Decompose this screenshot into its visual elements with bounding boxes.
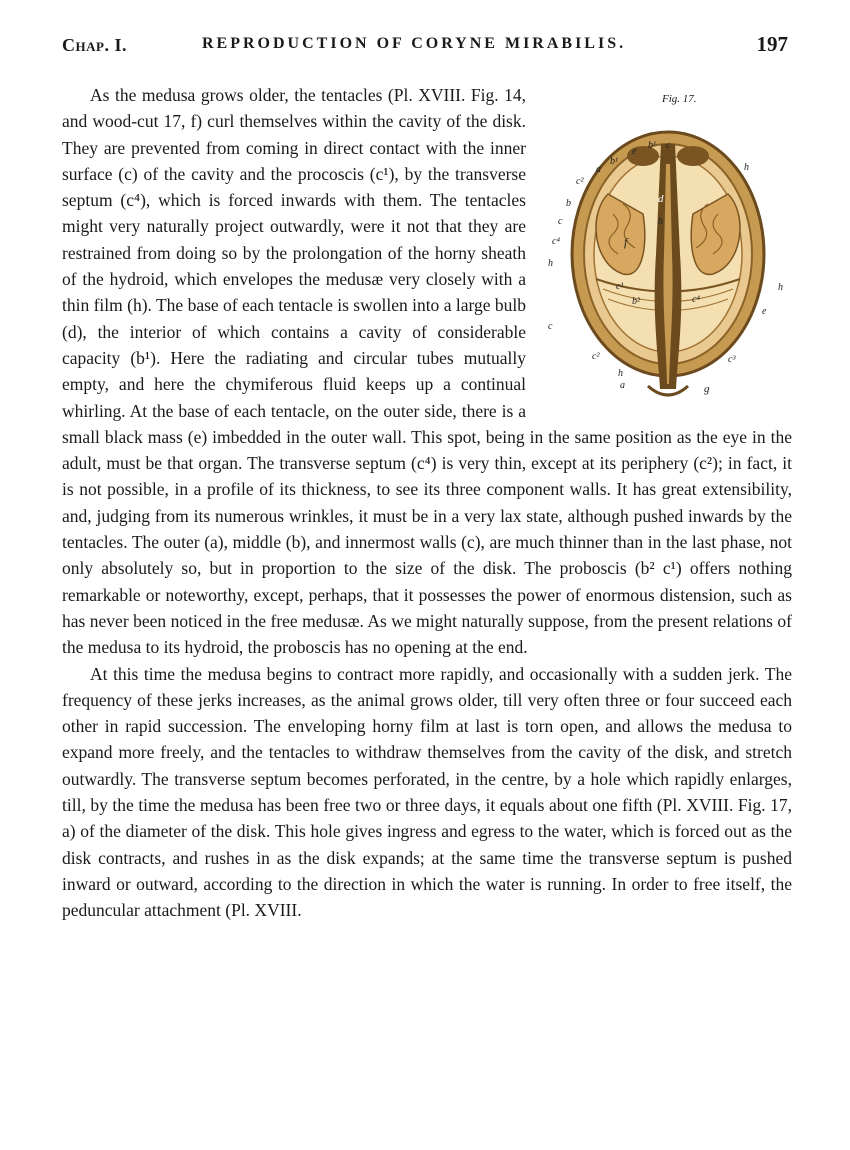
fig-label-b1: b¹: [610, 156, 618, 167]
fig-label-c4-left: c⁴: [552, 236, 560, 247]
fig-label-c4-right: c⁴: [692, 294, 700, 305]
fig-label-a: a: [596, 164, 601, 175]
chapter-label: Chap. I.: [62, 35, 127, 55]
fig-label-d: d: [658, 193, 664, 205]
body-text: [62, 82, 792, 924]
fig-label-a-bottom: a: [620, 380, 625, 391]
medusa-illustration: [548, 104, 796, 414]
paragraph-2: At this time the medusa begins to contract more rapidly, and occasionally with a sudden jerk. The frequency of these jerks increases, as the animal grows older, till very often three or four succeed each other in rapid succession. The enveloping horny film at last is torn open, and allows the medusa to expand more freely, and the tentacles to withdraw themselves from the cavity of the disk, and stretch outwardly. The transverse septum becomes perforated, in the centre, by a hole which rapidly enlarges, till, by the time the medusa has been free two or three days, it equals about one fifth (Pl. XVIII. Fig. 17, a) of the diameter of the disk. This hole gives ingress and egress to the water, which is forced out as the disk contracts, and rushes in as the disk expands; at the same time the transverse septum is pushed inward or outward, according to the direction in which the water is running. In order to free itself, the peduncular attachment (Pl. XVIII.: [62, 663, 792, 921]
fig-label-c1: c¹: [616, 281, 624, 292]
fig-label-h-bottom: h: [618, 368, 623, 379]
fig-label-b: b: [566, 198, 571, 209]
fig-label-c3: c³: [728, 354, 736, 365]
bulb-right: [677, 146, 709, 166]
fig-label-h-top: h: [744, 162, 749, 173]
fig-label-h-left: h: [548, 258, 553, 269]
book-page: [62, 32, 792, 924]
fig-label-f: f: [624, 235, 628, 249]
fig-label-b2: b²: [632, 296, 640, 307]
fig-label-c: c: [548, 321, 553, 332]
fig-label-e-right: e: [762, 306, 767, 317]
fig-label-c2-bottom: c²: [592, 351, 600, 362]
fig-label-e: e: [632, 146, 637, 157]
fig-label-c2-left: c²: [576, 176, 584, 187]
running-header: [62, 32, 792, 60]
fig-label-c-top: c: [666, 140, 671, 151]
fig-label-b1-2: b¹: [648, 140, 656, 151]
running-title: REPRODUCTION OF CORYNE MIRABILIS.: [202, 35, 627, 52]
figure-17: [548, 86, 796, 416]
fig-label-h-right: h: [778, 282, 783, 293]
page-number: 197: [756, 32, 788, 56]
fig-label-c-left: c: [558, 216, 563, 227]
figure-caption: Fig. 17.: [662, 93, 697, 105]
fig-label-g: g: [704, 383, 710, 395]
fig-label-h-mid: h: [658, 216, 663, 227]
paragraph-1: As the medusa grows older, the tentacles (Pl. XVIII. Fig. 14, and wood-cut 17, f) curl themselves within the cavity of the disk. They are prevented from coming in direct contact with the inner surface (c) of the cavity and the procoscis (c¹), by the transverse septum (c⁴), which is forced inwards with them. The tentacles might very naturally project outwardly, were it not that they are restrained from doing so by the prolongation of the horny sheath of the hydroid, which envelopes the medusæ very closely with a thin film (h). The base of each tentacle is swollen into a large bulb (d), the interior of which contains a cavity of considerable capacity (b¹). Here the radiating and circular tubes mutually empty, and here the chymiferous fluid keeps up a continual whirling. At the base of each tentacle, on the outer side, there is a small black mass (e) imbedded in the outer wall. This spot, being in the same position as the eye in the adult, must be that organ. The transverse septum (c⁴) is very thin, except at its periphery (c²); in fact, it is not possible, in a profile of its thickness, to see its three component walls. It has great extensibility, and, judging from its numerous wrinkles, it must be in a very lax state, although pushed inwards by the tentacles. The outer (a), middle (b), and innermost walls (c), are much thinner than in the last phase, not only absolutely so, but in proportion to the size of the disk. The proboscis (b² c¹) offers nothing remarkable or noteworthy, except, perhaps, that it possesses the power of enormous distension, such as has never been noticed in the free medusæ. As we might naturally suppose, from the present relations of the medusa to its hydroid, the proboscis has no opening at the end.: [62, 85, 792, 658]
